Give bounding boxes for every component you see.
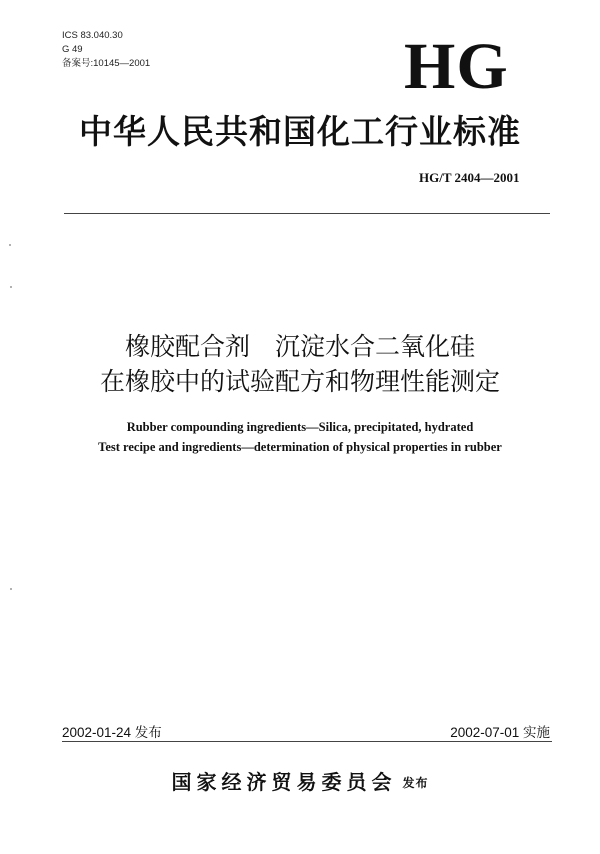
english-title-line-2: Test recipe and ingredients—determination of physical properties in rubber [98,440,502,454]
chinese-title-line-1: 橡胶配合剂 沉淀水合二氧化硅 [124,332,475,361]
scan-speck [10,588,12,590]
bottom-divider [62,741,552,742]
implementation-date: 2002-07-01 实施 [450,725,550,740]
issue-date: 2002-01-24 发布 [62,725,162,740]
header-meta [62,29,150,71]
record-number: 备案号:10145—2001 [62,58,151,69]
standard-title: 中华人民共和国化工行业标准 [79,112,521,151]
scan-speck [10,286,12,288]
issuer-suffix: 发布 [402,776,429,790]
chinese-title-line-2: 在橡胶中的试验配方和物理性能测定 [99,367,500,396]
hg-logo: HG [404,30,509,103]
scan-speck [9,244,11,246]
english-title-line-1: Rubber compounding ingredients—Silica, precipitated, hydrated [126,420,474,434]
issuing-authority [0,766,600,795]
classification-code: G 49 [62,44,83,55]
issuer-name: 国家经济贸易委员会 [171,770,397,794]
ics-code: ICS 83.040.30 [62,30,123,41]
top-divider [64,213,550,214]
standard-number: HG/T 2404—2001 [419,170,520,185]
